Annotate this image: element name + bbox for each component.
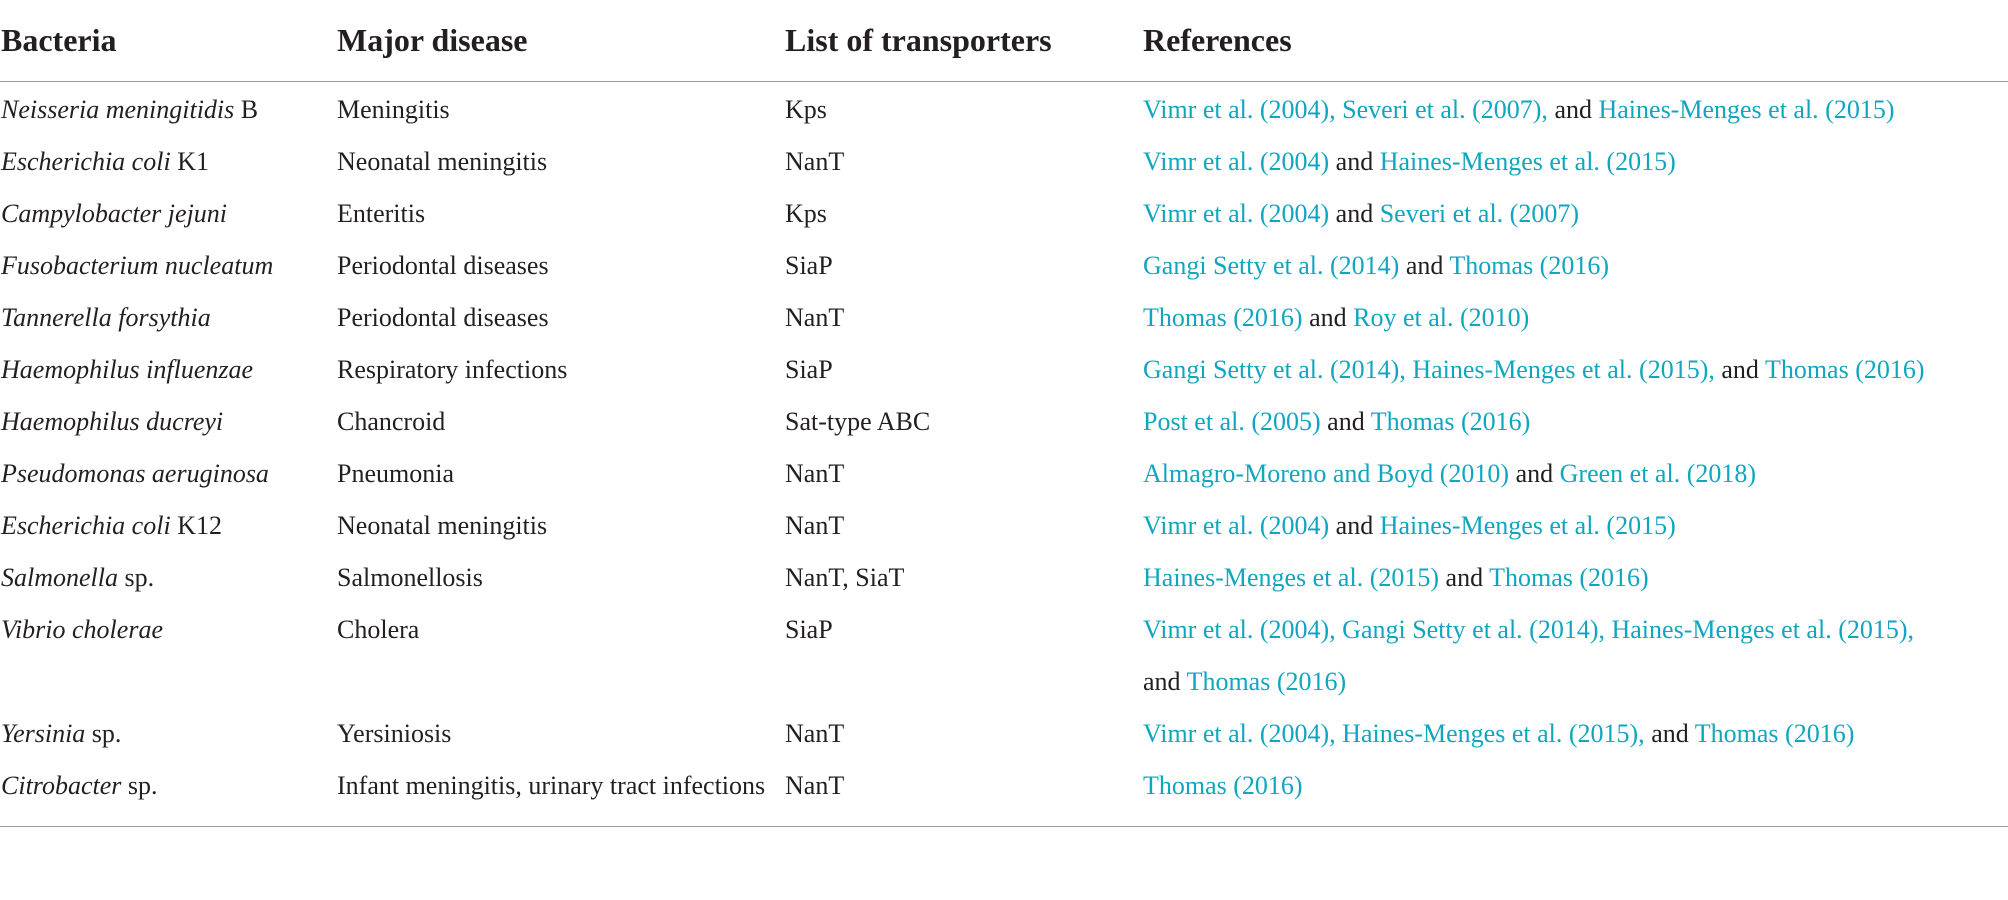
bacteria-cell — [0, 396, 336, 448]
reference-link[interactable]: Haines-Menges et al. (2015) — [1379, 147, 1676, 176]
references-cell — [1142, 136, 2008, 188]
table-body — [0, 82, 2008, 827]
transporters-cell: NanT — [785, 147, 845, 176]
reference-separator: and — [1509, 459, 1560, 488]
reference-link[interactable]: Haines-Menges et al. (2015) — [1598, 95, 1895, 124]
reference-link[interactable]: Vimr et al. (2004) — [1143, 147, 1330, 176]
bacteria-cell — [0, 82, 336, 137]
reference-separator: and — [1329, 511, 1380, 540]
bacteria-cell — [0, 344, 336, 396]
bacteria-name: Vibrio cholerae — [1, 615, 163, 644]
bacteria-cell — [0, 604, 336, 708]
reference-separator: and — [1644, 719, 1695, 748]
reference-link[interactable]: Vimr et al. (2004), Severi et al. (2007), — [1143, 95, 1548, 124]
reference-link[interactable]: Thomas (2016) — [1489, 563, 1649, 592]
table-row — [0, 188, 2008, 240]
transporters-cell: NanT — [784, 760, 1142, 827]
bacteria-strain: sp. — [85, 719, 122, 748]
header-row — [0, 0, 2008, 82]
table-row — [0, 448, 2008, 500]
table-header — [0, 0, 2008, 82]
bacteria-name: Yersinia — [1, 719, 86, 748]
bacteria-cell — [0, 708, 336, 760]
table-row — [0, 344, 2008, 396]
disease-cell: Neonatal meningitis — [337, 511, 548, 540]
bacteria-name: Fusobacterium nucleatum — [1, 251, 274, 280]
references-cell — [1142, 240, 2008, 292]
reference-separator: and — [1329, 147, 1380, 176]
reference-link[interactable]: Severi et al. (2007) — [1379, 199, 1579, 228]
table-row — [0, 82, 2008, 137]
bacteria-name: Escherichia coli — [1, 511, 171, 540]
disease-cell: Chancroid — [337, 407, 446, 436]
transporters-cell: SiaP — [785, 355, 833, 384]
reference-link[interactable]: Thomas (2016) — [1186, 667, 1347, 696]
bacteria-cell — [0, 240, 336, 292]
header-references: References — [1142, 0, 2008, 82]
reference-link[interactable]: Thomas (2016) — [1449, 251, 1610, 280]
transporters-cell: SiaP — [785, 251, 833, 280]
reference-link[interactable]: Thomas (2016) — [1143, 771, 1303, 800]
references-cell — [1142, 396, 2008, 448]
disease-cell: Pneumonia — [337, 459, 454, 488]
bacteria-name: Pseudomonas aeruginosa — [1, 459, 269, 488]
references-cell — [1142, 82, 2008, 137]
table-row — [0, 604, 2008, 708]
references-cell — [1142, 760, 2008, 827]
bacteria-cell — [0, 500, 336, 552]
references-cell — [1142, 552, 2008, 604]
bacteria-strain: K1 — [170, 147, 209, 176]
reference-link[interactable]: Vimr et al. (2004) — [1143, 511, 1330, 540]
header-bacteria: Bacteria — [0, 0, 336, 82]
transporters-cell: Kps — [785, 199, 827, 228]
table-row — [0, 708, 2008, 760]
reference-separator: and — [1320, 407, 1371, 436]
table-row — [0, 760, 2008, 827]
table-row — [0, 240, 2008, 292]
reference-link[interactable]: Thomas (2016) — [1143, 303, 1303, 332]
reference-link[interactable]: Haines-Menges et al. (2015) — [1143, 563, 1440, 592]
reference-separator: and — [1302, 303, 1354, 332]
references-cell — [1142, 708, 2008, 760]
reference-separator: and — [1143, 667, 1187, 696]
reference-link[interactable]: Post et al. (2005) — [1143, 407, 1321, 436]
disease-cell: Periodontal diseases — [337, 251, 549, 280]
references-cell — [1142, 344, 2008, 396]
bacteria-cell — [0, 760, 336, 827]
bacteria-strain: sp. — [121, 771, 158, 800]
bacteria-cell — [0, 292, 336, 344]
transporters-cell: NanT — [785, 719, 845, 748]
disease-cell: Respiratory infections — [337, 355, 568, 384]
bacteria-cell — [0, 448, 336, 500]
disease-cell: Meningitis — [337, 95, 450, 124]
reference-link[interactable]: Almagro-Moreno and Boyd (2010) — [1143, 459, 1510, 488]
transporters-cell: SiaP — [785, 615, 833, 644]
bacteria-name: Citrobacter — [1, 771, 122, 800]
transporters-cell: NanT — [785, 511, 845, 540]
table-row — [0, 136, 2008, 188]
reference-link[interactable]: Vimr et al. (2004), Haines-Menges et al. (2015), — [1143, 719, 1645, 748]
bacteria-name: Salmonella — [1, 563, 118, 592]
bacteria-strain: K12 — [170, 511, 222, 540]
transporters-cell: NanT — [785, 459, 845, 488]
disease-cell: Enteritis — [337, 199, 426, 228]
bacteria-name: Campylobacter jejuni — [1, 199, 228, 228]
reference-link[interactable]: Vimr et al. (2004) — [1143, 199, 1330, 228]
table-row — [0, 552, 2008, 604]
bacteria-cell — [0, 552, 336, 604]
disease-cell: Periodontal diseases — [337, 303, 549, 332]
reference-link[interactable]: Green et al. (2018) — [1559, 459, 1757, 488]
reference-link[interactable]: Haines-Menges et al. (2015) — [1379, 511, 1676, 540]
references-cell — [1142, 188, 2008, 240]
header-major-disease: Major disease — [336, 0, 784, 82]
disease-cell: Salmonellosis — [337, 563, 483, 592]
reference-separator: and — [1439, 563, 1490, 592]
transporters-cell: Kps — [785, 95, 827, 124]
bacteria-name: Tannerella forsythia — [1, 303, 211, 332]
reference-separator: and — [1547, 95, 1599, 124]
bacteria-strain: B — [234, 95, 259, 124]
bacteria-name: Neisseria meningitidis — [1, 95, 235, 124]
reference-link[interactable]: Thomas (2016) — [1694, 719, 1855, 748]
transporters-cell: NanT, SiaT — [785, 563, 905, 592]
bacteria-cell — [0, 188, 336, 240]
bacteria-name: Escherichia coli — [1, 147, 171, 176]
references-cell — [1142, 604, 2008, 708]
reference-link[interactable]: Thomas (2016) — [1370, 407, 1531, 436]
disease-cell: Infant meningitis, urinary tract infections — [336, 760, 784, 827]
bacteria-strain: sp. — [118, 563, 155, 592]
reference-link[interactable]: Gangi Setty et al. (2014), Haines-Menges et al. (2015), — [1143, 355, 1715, 384]
disease-cell: Neonatal meningitis — [337, 147, 548, 176]
table-row — [0, 396, 2008, 448]
reference-link[interactable]: Thomas (2016) — [1764, 355, 1925, 384]
references-cell — [1142, 292, 2008, 344]
transporters-cell: Sat-type ABC — [785, 407, 931, 436]
reference-link[interactable]: Roy et al. (2010) — [1353, 303, 1530, 332]
references-cell — [1142, 448, 2008, 500]
bacteria-cell — [0, 136, 336, 188]
disease-cell: Cholera — [337, 615, 420, 644]
transporters-cell: NanT — [785, 303, 845, 332]
bacteria-name: Haemophilus ducreyi — [1, 407, 224, 436]
header-transporters: List of transporters — [784, 0, 1142, 82]
references-cell — [1142, 500, 2008, 552]
reference-separator: and — [1714, 355, 1765, 384]
bacteria-name: Haemophilus influenzae — [1, 355, 254, 384]
table-row — [0, 292, 2008, 344]
reference-separator: and — [1329, 199, 1380, 228]
reference-link[interactable]: Gangi Setty et al. (2014) — [1143, 251, 1400, 280]
disease-cell: Yersiniosis — [337, 719, 452, 748]
reference-link[interactable]: Vimr et al. (2004), Gangi Setty et al. (2014), Haines-Menges et al. (2015), — [1143, 615, 1915, 644]
reference-separator: and — [1399, 251, 1450, 280]
table-row — [0, 500, 2008, 552]
